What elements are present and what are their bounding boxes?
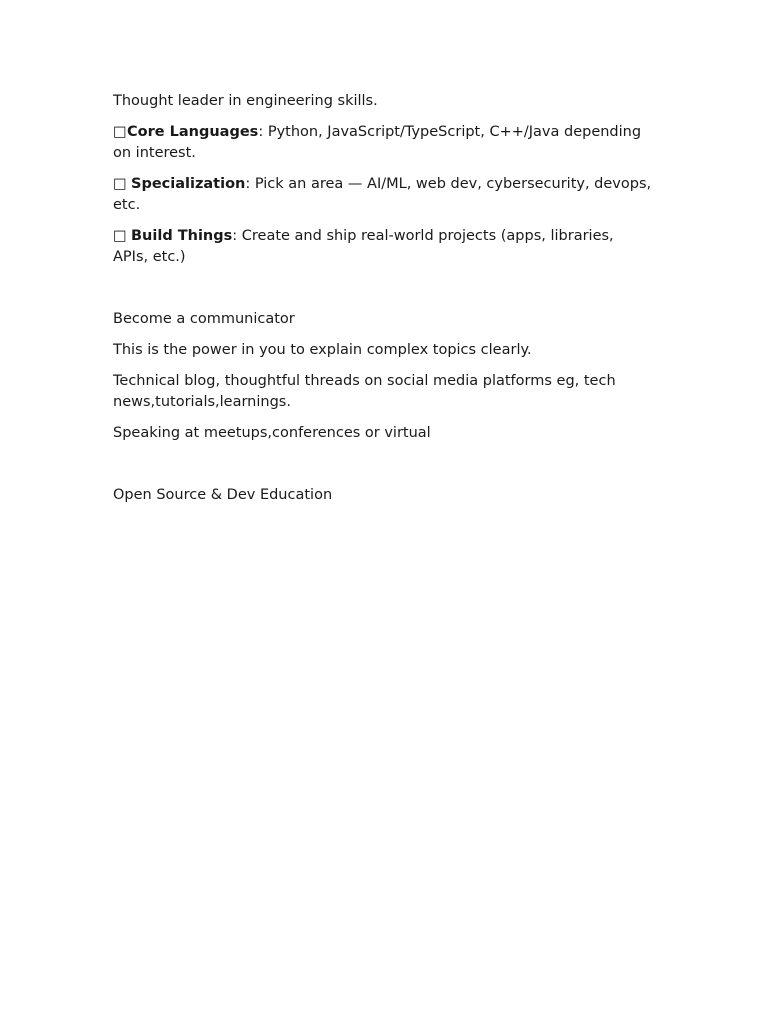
open-source-heading: Open Source & Dev Education	[113, 487, 333, 503]
checkbox-bullet-icon: □	[113, 176, 127, 192]
skill-text: : Python, JavaScript/TypeScript, C++/Java depending on interest.	[113, 124, 642, 161]
skill-title: Build Things	[131, 228, 233, 244]
communicator-line: This is the power in you to explain complex topics clearly.	[113, 342, 532, 358]
communicator-heading: Become a communicator	[113, 311, 295, 327]
checkbox-bullet-icon: □	[113, 228, 127, 244]
section-spacer	[113, 454, 655, 485]
skill-text: : Pick an area — AI/ML, web dev, cybersecurity, devops, etc.	[113, 176, 652, 213]
skill-text: : Create and ship real-world projects (apps, libraries, APIs, etc.)	[113, 228, 614, 265]
skill-title: Specialization	[131, 176, 246, 192]
intro-text: Thought leader in engineering skills.	[113, 93, 378, 109]
communicator-line: Speaking at meetups,conferences or virtual	[113, 425, 431, 441]
skill-item-core-languages	[113, 122, 653, 164]
skill-item-specialization	[113, 174, 653, 216]
section-spacer	[113, 278, 655, 309]
communicator-line: Technical blog, thoughtful threads on social media platforms eg, tech news,tutorials,learnings.	[113, 373, 616, 410]
skill-title: Core Languages	[127, 124, 259, 140]
skill-item-build-things	[113, 226, 653, 268]
checkbox-bullet-icon: □	[113, 124, 127, 140]
